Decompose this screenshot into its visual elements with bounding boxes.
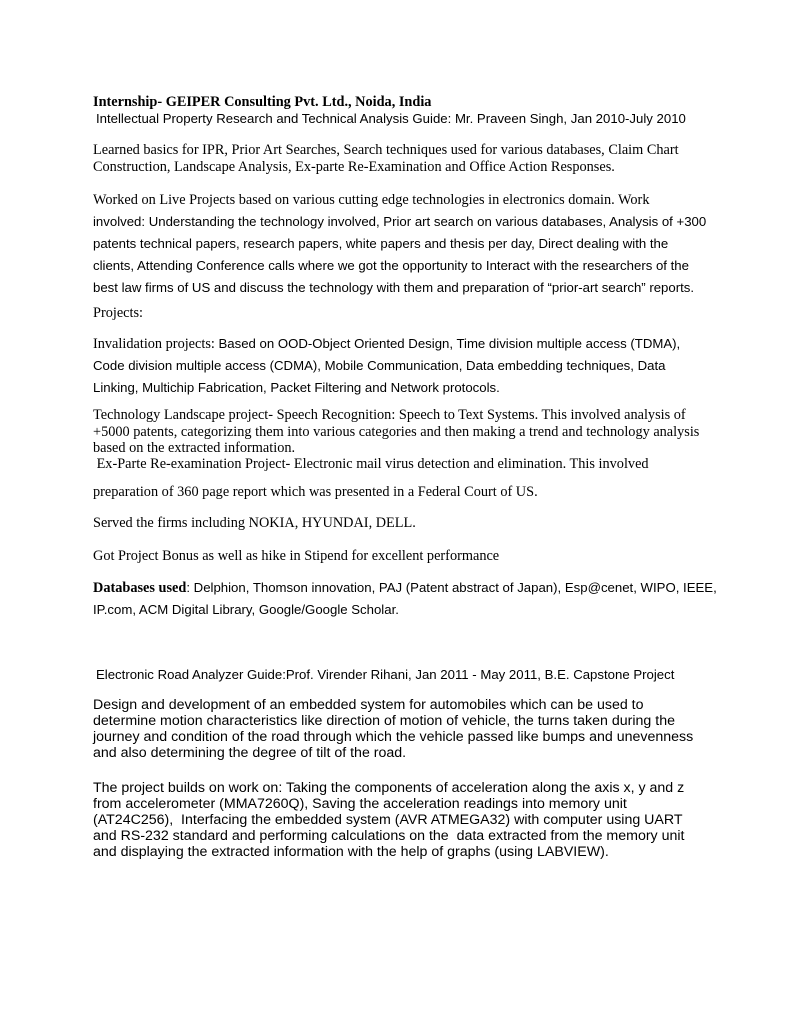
landscape-line: Technology Landscape project- Speech Recognition: Speech to Text Systems. This involved analysis of	[93, 407, 686, 423]
builds-line: (AT24C256), Interfacing the embedded system (AVR ATMEGA32) with computer using UART	[93, 812, 683, 828]
design-line: Design and development of an embedded system for automobiles which can be used to	[93, 697, 644, 713]
builds-line: and RS-232 standard and performing calculations on the data extracted from the memory unit	[93, 828, 685, 844]
worked-line: clients, Attending Conference calls where we got the opportunity to Interact with the researchers of the	[93, 258, 689, 273]
invalidation-paragraph	[93, 333, 703, 399]
worked-paragraph	[93, 189, 707, 299]
projects-heading: Projects:	[93, 305, 144, 321]
invalidation-line	[93, 333, 703, 355]
bonus-line: Got Project Bonus as well as hike in Stipend for excellent performance	[93, 548, 500, 564]
internship-subtitle: Intellectual Property Research and Technical Analysis Guide: Mr. Praveen Singh, Jan 2010-July 2010	[96, 111, 686, 126]
databases-list: : Delphion, Thomson innovation, PAJ (Patent abstract of Japan), Esp@cenet, WIPO, IEEE,	[186, 580, 717, 595]
worked-line: involved: Understanding the technology involved, Prior art search on various databases, Analysis of +300	[93, 214, 707, 229]
learned-line: Construction, Landscape Analysis, Ex-parte Re-Examination and Office Action Responses.	[93, 159, 615, 175]
databases-line	[93, 577, 717, 599]
internship-title: Internship- GEIPER Consulting Pvt. Ltd., Noida, India	[93, 94, 432, 110]
builds-line: The project builds on work on: Taking the components of acceleration along the axis x, y and z	[93, 780, 685, 796]
worked-line: patents technical papers, research papers, white papers and thesis per day, Direct dealing with the	[93, 236, 669, 251]
databases-paragraph	[93, 577, 717, 621]
landscape-paragraph	[93, 407, 733, 473]
landscape-line: based on the extracted information.	[93, 440, 296, 456]
design-line: journey and condition of the road through which the vehicle passed like bumps and unevenness	[93, 729, 694, 745]
landscape-line: +5000 patents, categorizing them into various categories and then making a trend and technology analysis	[93, 424, 700, 440]
invalidation-rest: Based on OOD-Object Oriented Design, Time division multiple access (TDMA),	[218, 336, 681, 351]
served-line: Served the firms including NOKIA, HYUNDAI, DELL.	[93, 515, 416, 531]
design-line: and also determining the degree of tilt of the road.	[93, 745, 407, 761]
capstone-title: Electronic Road Analyzer Guide:Prof. Virender Rihani, Jan 2011 - May 2011, B.E. Capstone Project	[96, 667, 675, 682]
learned-paragraph	[93, 142, 703, 176]
databases-label: Databases used	[93, 580, 187, 596]
capstone-design-paragraph	[93, 697, 733, 761]
report-line: preparation of 360 page report which was presented in a Federal Court of US.	[93, 484, 538, 500]
learned-line: Learned basics for IPR, Prior Art Searches, Search techniques used for various databases, Claim Chart	[93, 142, 679, 158]
builds-line: and displaying the extracted information with the help of graphs (using LABVIEW).	[93, 844, 609, 860]
worked-line: best law firms of US and discuss the technology with them and preparation of “prior-art search” reports.	[93, 280, 695, 295]
landscape-line: Ex-Parte Re-examination Project- Electronic mail virus detection and elimination. This involved	[93, 456, 649, 472]
invalidation-line: Linking, Multichip Fabrication, Packet Filtering and Network protocols.	[93, 380, 500, 395]
databases-line: IP.com, ACM Digital Library, Google/Google Scholar.	[93, 602, 399, 617]
worked-line: Worked on Live Projects based on various cutting edge technologies in electronics domain. Work	[93, 192, 650, 208]
invalidation-line: Code division multiple access (CDMA), Mobile Communication, Data embedding techniques, Data	[93, 358, 666, 373]
builds-line: from accelerometer (MMA7260Q), Saving the acceleration readings into memory unit	[93, 796, 627, 812]
design-line: determine motion characteristics like direction of motion of vehicle, the turns taken during the	[93, 713, 675, 729]
capstone-builds-paragraph	[93, 780, 733, 860]
invalidation-lead: Invalidation projects:	[93, 336, 219, 352]
